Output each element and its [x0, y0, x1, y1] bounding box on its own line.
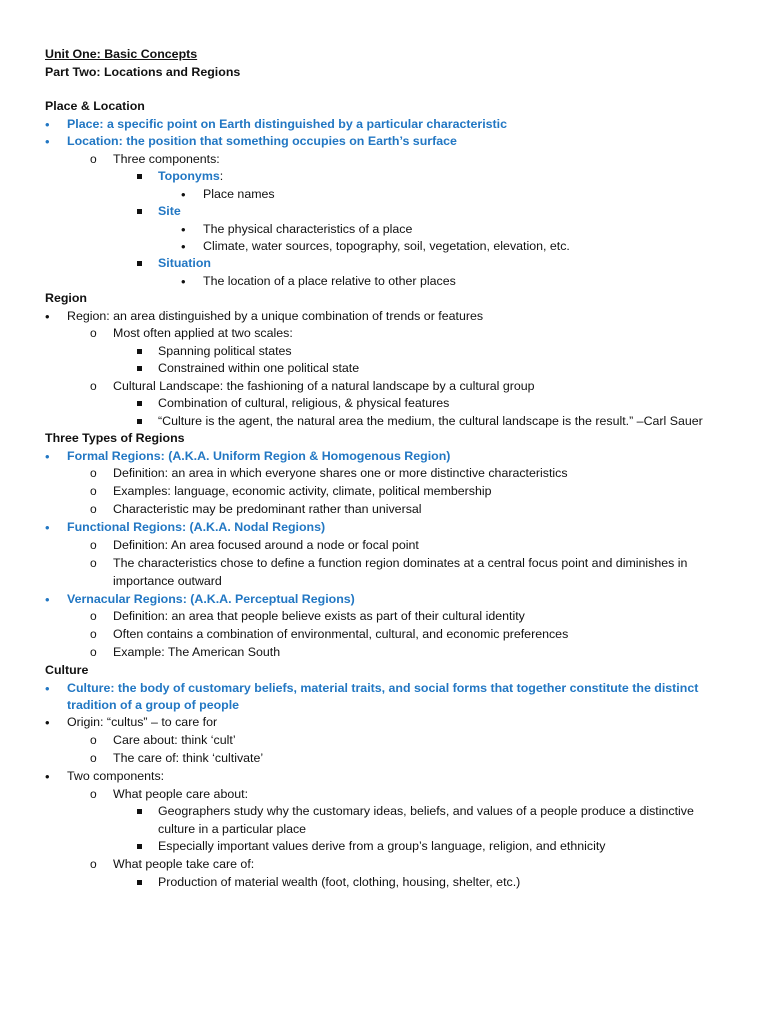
square-bullet-icon: [137, 366, 142, 371]
outline-item-text: Culture: the body of customary beliefs, material traits, and social forms that together constitute the distinct: [67, 681, 699, 695]
outline-item-text: “Culture is the agent, the natural area the medium, the cultural landscape is the result.” –Carl Sauer: [158, 414, 703, 428]
outline-item-text: Two components:: [67, 769, 165, 783]
outline-item-text: The location of a place relative to other places: [203, 274, 456, 288]
outline-item-text: Site: [158, 204, 181, 218]
outline-item-text: The care of: think ‘cultivate’: [113, 751, 264, 765]
outline-item-text: Three Types of Regions: [45, 431, 185, 445]
bullet-icon: •: [45, 449, 50, 464]
circle-bullet-icon: o: [90, 857, 97, 871]
outline-item-text: Combination of cultural, religious, & physical features: [158, 396, 450, 410]
outline-item-text: Spanning political states: [158, 344, 292, 358]
outline-item-text: Place: a specific point on Earth distinguished by a particular characteristic: [67, 117, 507, 131]
outline-item-text: Situation: [158, 256, 211, 270]
circle-bullet-icon: o: [90, 751, 97, 765]
outline-item-text: Geographers study why the customary ideas, beliefs, and values of a people produce a distinctive: [158, 804, 694, 818]
outline-item-text: importance outward: [113, 574, 222, 588]
circle-bullet-icon: o: [90, 627, 97, 641]
outline-item-text: Formal Regions: (A.K.A. Uniform Region & Homogenous Region): [67, 449, 451, 463]
outline-item-text: Culture: [45, 663, 89, 677]
bullet-icon: •: [45, 309, 50, 324]
outline-item-suffix: :: [219, 169, 224, 183]
outline-item-text: Production of material wealth (foot, clothing, housing, shelter, etc.): [158, 875, 521, 889]
unit-title: Unit One: Basic Concepts: [45, 47, 198, 61]
outline-item-text: Most often applied at two scales:: [113, 326, 293, 340]
circle-bullet-icon: o: [90, 787, 97, 801]
outline-item-text: Definition: an area in which everyone shares one or more distinctive characteristics: [113, 466, 568, 480]
bullet-icon: •: [181, 274, 186, 289]
square-bullet-icon: [137, 809, 142, 814]
outline-item-text: Characteristic may be predominant rather than universal: [113, 502, 422, 516]
bullet-icon: •: [45, 715, 50, 730]
circle-bullet-icon: o: [90, 379, 97, 393]
circle-bullet-icon: o: [90, 466, 97, 480]
bullet-icon: •: [181, 187, 186, 202]
square-bullet-icon: [137, 401, 142, 406]
outline-item-text: Constrained within one political state: [158, 361, 360, 375]
bullet-icon: •: [45, 769, 50, 784]
circle-bullet-icon: o: [90, 556, 97, 570]
bullet-icon: •: [45, 681, 50, 696]
part-subtitle: Part Two: Locations and Regions: [45, 65, 241, 79]
outline-item-text: Functional Regions: (A.K.A. Nodal Regions): [67, 520, 326, 534]
outline-item-text: Often contains a combination of environmental, cultural, and economic preferences: [113, 627, 569, 641]
square-bullet-icon: [137, 209, 142, 214]
outline-item-text: Location: the position that something occupies on Earth’s surface: [67, 134, 457, 148]
outline-item-text: Three components:: [113, 152, 220, 166]
outline-item-text: Climate, water sources, topography, soil, vegetation, elevation, etc.: [203, 239, 570, 253]
circle-bullet-icon: o: [90, 733, 97, 747]
square-bullet-icon: [137, 349, 142, 354]
outline-item-text: Vernacular Regions: (A.K.A. Perceptual Regions): [67, 592, 355, 606]
circle-bullet-icon: o: [90, 484, 97, 498]
circle-bullet-icon: o: [90, 538, 97, 552]
outline-item-text: Examples: language, economic activity, climate, political membership: [113, 484, 492, 498]
circle-bullet-icon: o: [90, 326, 97, 340]
outline-item-text: Example: The American South: [113, 645, 281, 659]
circle-bullet-icon: o: [90, 609, 97, 623]
circle-bullet-icon: o: [90, 152, 97, 166]
bullet-icon: •: [181, 222, 186, 237]
bullet-icon: •: [45, 592, 50, 607]
outline-item-text: What people care about:: [113, 787, 249, 801]
outline-item-text: culture in a particular place: [158, 822, 307, 836]
square-bullet-icon: [137, 419, 142, 424]
outline-item-text: Cultural Landscape: the fashioning of a natural landscape by a cultural group: [113, 379, 535, 393]
bullet-icon: •: [45, 520, 50, 535]
circle-bullet-icon: o: [90, 502, 97, 516]
outline-item-text: Care about: think ‘cult’: [113, 733, 236, 747]
outline-item-text: Especially important values derive from a group’s language, religion, and ethnicity: [158, 839, 606, 853]
outline-item-text: The characteristics chose to define a function region dominates at a central focus point and diminishes in: [113, 556, 688, 570]
square-bullet-icon: [137, 880, 142, 885]
outline-item-text: Region: an area distinguished by a unique combination of trends or features: [67, 309, 484, 323]
bullet-icon: •: [45, 134, 50, 149]
outline-item-text: Region: [45, 291, 87, 305]
square-bullet-icon: [137, 261, 142, 266]
outline-item-text: Definition: An area focused around a node or focal point: [113, 538, 419, 552]
bullet-icon: •: [45, 117, 50, 132]
outline-item-text: Origin: “cultus” – to care for: [67, 715, 218, 729]
bullet-icon: •: [181, 239, 186, 254]
outline-item-text: Definition: an area that people believe exists as part of their cultural identity: [113, 609, 525, 623]
outline-item-text: Toponyms:: [158, 169, 224, 183]
circle-bullet-icon: o: [90, 645, 97, 659]
square-bullet-icon: [137, 844, 142, 849]
outline-item-text: What people take care of:: [113, 857, 255, 871]
square-bullet-icon: [137, 174, 142, 179]
outline-item-text: Place names: [203, 187, 275, 201]
outline-item-text: The physical characteristics of a place: [203, 222, 413, 236]
outline-item-text: tradition of a group of people: [67, 698, 240, 712]
outline-item-text: Place & Location: [45, 99, 145, 113]
